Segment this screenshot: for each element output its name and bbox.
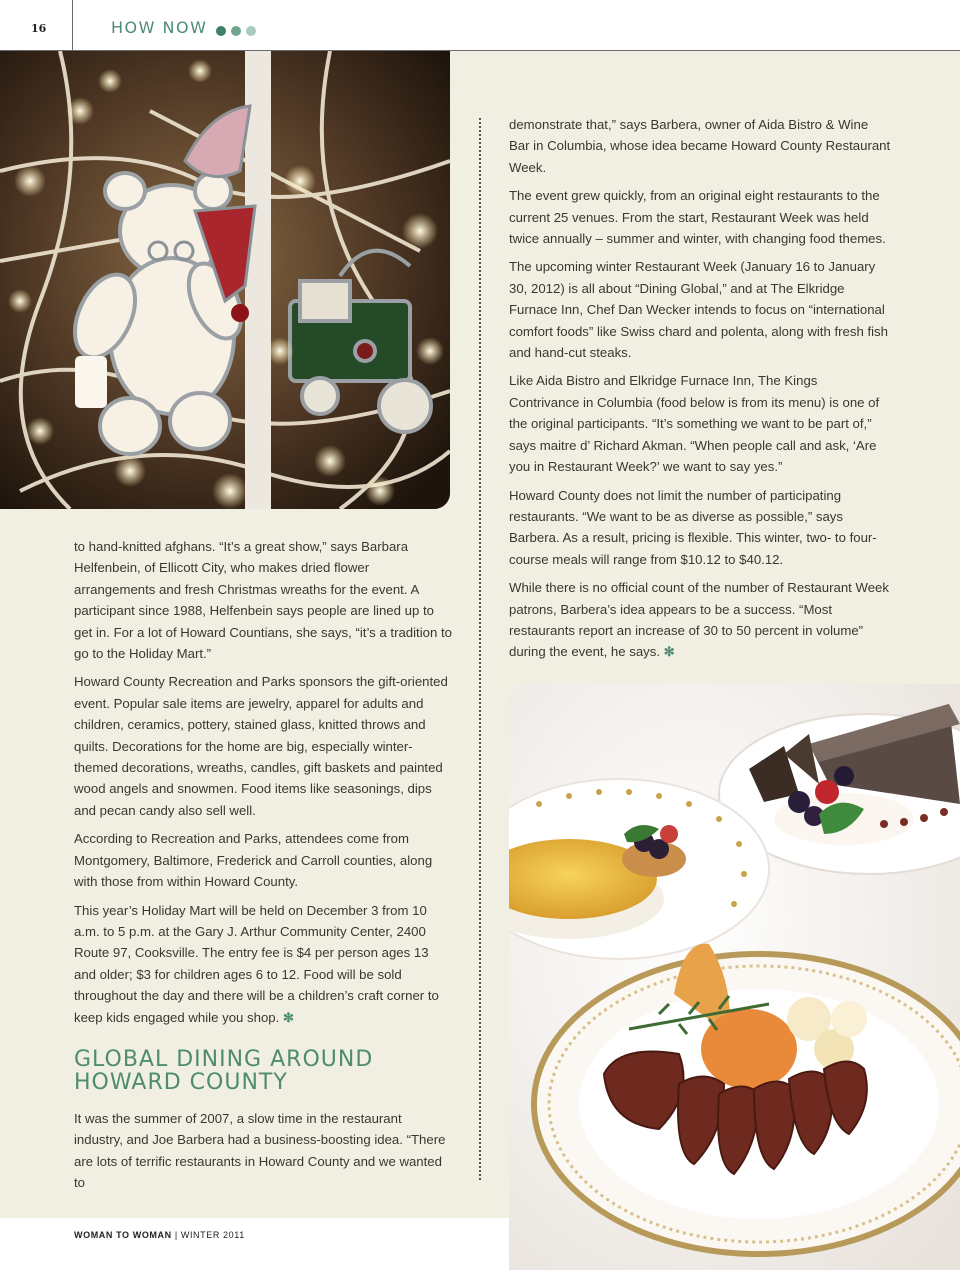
- page-number: 16: [0, 0, 73, 50]
- footer-issue: WINTER 2011: [180, 1230, 245, 1240]
- footer-magazine: WOMAN TO WOMAN: [74, 1230, 172, 1240]
- dot-2: [231, 26, 241, 36]
- footer-band: [0, 1218, 509, 1270]
- section-title: HOW NOW: [111, 18, 208, 37]
- left-column: [74, 536, 452, 1201]
- left-paragraph-5: It was the summer of 2007, a slow time in the restaurant industry, and Joe Barbera had a business-boosting idea. “There are lots of terrific restaurants in Howard County and we wanted to: [74, 1110, 446, 1191]
- dot-1: [216, 26, 226, 36]
- right-paragraph-5: Howard County does not limit the number of participating restaurants. “We want to be as diverse as possible,” says Barbera. As a result, pricing is flexible. This winter, two- to four-course meals will range from $10.12 to $40.12.: [509, 487, 877, 567]
- ornament-illustration: [0, 51, 450, 509]
- food-illustration: [509, 684, 960, 1270]
- left-paragraph-3: According to Recreation and Parks, attendees come from Montgomery, Baltimore, Frederick and Carroll counties, along with those from within Howard County.: [74, 831, 433, 890]
- left-paragraph-4-wrapper: [74, 900, 452, 1028]
- right-paragraph-3: The upcoming winter Restaurant Week (January 16 to January 30, 2012) is all about “Dining Global,” and at The Elkridge Furnace Inn, Chef Dan Wecker intends to focus on “international comfort foods” like Swiss chard and polenta, along with fresh fish and hand-cut steaks.: [509, 259, 888, 361]
- left-paragraph-2: Howard County Recreation and Parks sponsors the gift-oriented event. Popular sale items are jewelry, apparel for adults and children, ceramics, pottery, stained glass, knitted throws and quilts. Decorations for the home are big, especially winter-themed decorations, wreaths, candles, gift baskets and painted wood angels and snowmen. Food items like seasonings, dips and pecan candy also sell well.: [74, 674, 448, 818]
- end-mark: ✻: [282, 1009, 295, 1025]
- end-mark-right: ✻: [663, 644, 675, 660]
- right-paragraph-6: While there is no official count of the number of Restaurant Week patrons, Barbera’s idea appears to be a success. “Most restaurants report an increase of 30 to 50 percent in volume” during the event, he says.: [509, 580, 889, 660]
- right-paragraph-6-wrapper: [509, 577, 891, 663]
- food-photo: [509, 684, 960, 1270]
- section-dots: [216, 23, 261, 41]
- footer-separator: |: [171, 1230, 181, 1240]
- right-paragraph-4: Like Aida Bistro and Elkridge Furnace Inn, The Kings Contrivance in Columbia (food below is from its menu) is one of the original participants. “It’s something we want to be part of,” says maitre d’ Richard Akman. “When people call and ask, ‘Are you in Restaurant Week?’ we want to say yes.”: [509, 373, 880, 475]
- right-paragraph-1: demonstrate that,” says Barbera, owner of Aida Bistro & Wine Bar in Columbia, whose idea became Howard County Restaurant Week.: [509, 117, 891, 175]
- page-footer: [74, 1230, 245, 1240]
- page-header: [0, 0, 960, 51]
- ornament-photo: [0, 51, 450, 509]
- right-paragraph-2: The event grew quickly, from an original eight restaurants to the current 25 venues. From the start, Restaurant Week was held twice annually – summer and winter, with changing food themes.: [509, 188, 886, 247]
- column-divider: [479, 118, 481, 1180]
- subhead-global-dining: GLOBAL DINING AROUND HOWARD COUNTY: [74, 1046, 374, 1095]
- right-column: [509, 114, 891, 670]
- dot-3: [246, 26, 256, 36]
- left-paragraph-1: to hand-knitted afghans. “It’s a great show,” says Barbara Helfenbein, of Ellicott City, who makes dried flower arrangements and fresh Christmas wreaths for the event. A participant since 1988, Helfenbein says people are lined up to get in. For a lot of Howard Countians, she says, “it’s a tradition to go to the Holiday Mart.”: [74, 539, 452, 662]
- left-paragraph-4: This year’s Holiday Mart will be held on December 3 from 10 a.m. to 5 p.m. at the Gary J. Arthur Community Center, 2400 Route 97, Cooksville. The entry fee is $4 per person ages 13 and older; $3 for children ages 6 to 12. Food will be sold throughout the day and there will be a children’s craft corner to keep kids engaged while you shop.: [74, 902, 439, 1025]
